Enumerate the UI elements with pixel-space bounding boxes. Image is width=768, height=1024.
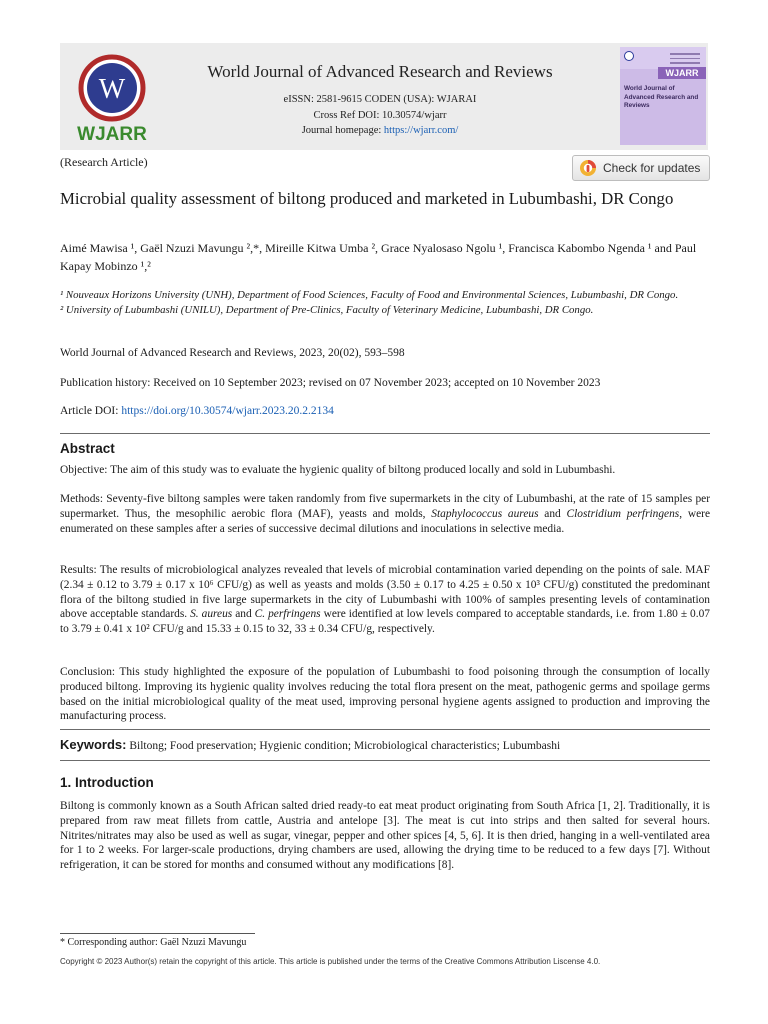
keywords-top-rule [60,729,710,730]
copyright-notice: Copyright © 2023 Author(s) retain the copyright of this article. This article is published under the terms of the Creative Commons Attribution Liscense 4.0. [60,957,601,966]
check-updates-icon [579,159,597,177]
logo-text: WJARR [77,124,147,144]
article-type: (Research Article) [60,155,148,169]
check-updates-label: Check for updates [603,161,701,175]
keywords-text: Biltong; Food preservation; Hygienic condition; Microbiological characteristics; Lubumbashi [126,740,561,752]
abstract-conclusion: Conclusion: This study highlighted the exposure of the population of Lubumbashi to food poisoning through the consumption of locally produced biltong. Improving its hygienic quality involves reducing the total flora present on the meat, pathogenic germs and spoilage germs based on the initial microbiological quality of the meat used, improving personal hygiene agents assigned to production and improving the manufacturing process. [60,666,710,723]
species-s-aureus: Staphylococcus aureus [431,507,539,520]
homepage-link[interactable]: https://wjarr.com/ [383,125,459,136]
cover-title: World Journal of Advanced Research and Reviews [624,85,699,109]
doi-link[interactable]: https://doi.org/10.30574/wjarr.2023.20.2.2134 [121,405,334,417]
logo-letter: W [98,74,126,105]
journal-issn: eISSN: 2581-9615 CODEN (USA): WJARAI [283,94,477,105]
publication-history: Publication history: Received on 10 September 2023; revised on 07 November 2023; accepted on 10 November 2023 [60,377,601,389]
author-list: Aimé Mawisa ¹, Gaël Nzuzi Mavungu ²,*, Mireille Kitwa Umba ², Grace Nyalosaso Ngolu ¹, Francisca Kabombo Ngenda ¹ and Paul Kapay Mobinzo ¹,² [60,241,697,273]
affiliation-1: ¹ Nouveaux Horizons University (UNH), Department of Food Sciences, Faculty of Food and Environmental Sciences, Lubumbashi, DR Congo. [60,289,679,301]
journal-homepage [180,123,580,139]
abstract-results: Results: The results of microbiological analyzes revealed that levels of microbial contamination varied depending on the points of sale. MAF (2.34 ± 0.12 to 3.79 ± 0.17 x 10⁶ CFU/g) as well as yeasts and molds (3.50 ± 0.17 to 4.25 ± 0.50 x 10³ CFU/g) constituted the predominant flora of the biltong studied in five large supermarkets in the city of Lubumbashi with 100% of samples presenting levels of contamination above acceptable standards. S. aureus and C. perfringens were identified at low levels compared to acceptable standards, i.e. from 1.80 ± 0.07 to 3.79 ± 0.41 x 10² CFU/g and 15.33 ± 0.15 to 32, 33 ± 0.34 CFU/g, respectively. [60,564,710,636]
keywords [60,737,710,752]
abstract-top-rule [60,433,710,434]
journal-cover-image [620,47,706,145]
doi-label: Article DOI: [60,405,122,417]
affiliation-2: ² University of Lubumbashi (UNILU), Department of Pre-Clinics, Faculty of Veterinary Medicine, Lubumbashi, DR Congo. [60,304,594,316]
journal-info [180,62,580,139]
cover-emblem-icon [624,51,634,61]
abstract-methods: Methods: Seventy-five biltong samples were taken randomly from five supermarkets in the city of Lubumbashi, at the rate of 15 samples per supermarket. Thus, the mesophilic aerobic flora (MAF), yeasts and molds, Staphylococcus aureus and Clostridium perfringens, were enumerated on these samples after a series of successive decimal dilutions and inoculations in selective media. [60,493,710,535]
species-c-perfringens: Clostridium perfringens [566,507,680,520]
article-doi [60,404,710,419]
journal-crossref-doi: Cross Ref DOI: 10.30574/wjarr [313,109,447,121]
citation: World Journal of Advanced Research and Reviews, 2023, 20(02), 593–598 [60,347,405,359]
introduction-text: Biltong is commonly known as a South African salted dried ready-to eat meat product originating from South Africa [1, 2]. Traditionally, it is prepared from raw meat fillets from cattle, Austria and antelope [3]. The meat is cut into strips and then salted for several hours. Nitrites/nitrates may also be used as well as sugar, vinegar, pepper and other spices [4, 5, 6]. It is then dried, hanging in a well-ventilated area for 1 to 2 weeks. For larger-scale productions, drying chambers are used, allowing the drying time to be reduced to a few days [7]. Without refrigeration, it can be stored for months and consumed without any modifications [8]. [60,800,710,872]
corresponding-author: * Corresponding author: Gaël Nzuzi Mavungu [60,937,247,948]
check-for-updates-button[interactable] [572,155,710,181]
abstract-objective: Objective: The aim of this study was to evaluate the hygienic quality of biltong produced locally and sold in Lubumbashi. [60,464,616,476]
wjarr-logo [70,54,154,144]
keywords-label: Keywords: [60,737,127,752]
species-c-perfringens-short: C. perfringens [254,608,321,621]
abstract-heading: Abstract [60,441,115,456]
species-s-aureus-short: S. aureus [190,608,233,621]
affiliations [60,288,710,318]
homepage-label: Journal homepage: [301,125,384,136]
footnote-rule [60,933,255,934]
article-title: Microbial quality assessment of biltong produced and marketed in Lubumbashi, DR Congo [60,189,674,208]
keywords-bottom-rule [60,760,710,761]
journal-name: World Journal of Advanced Research and Reviews [207,62,553,81]
introduction-heading: 1. Introduction [60,775,154,790]
cover-band: WJARR [658,67,706,79]
